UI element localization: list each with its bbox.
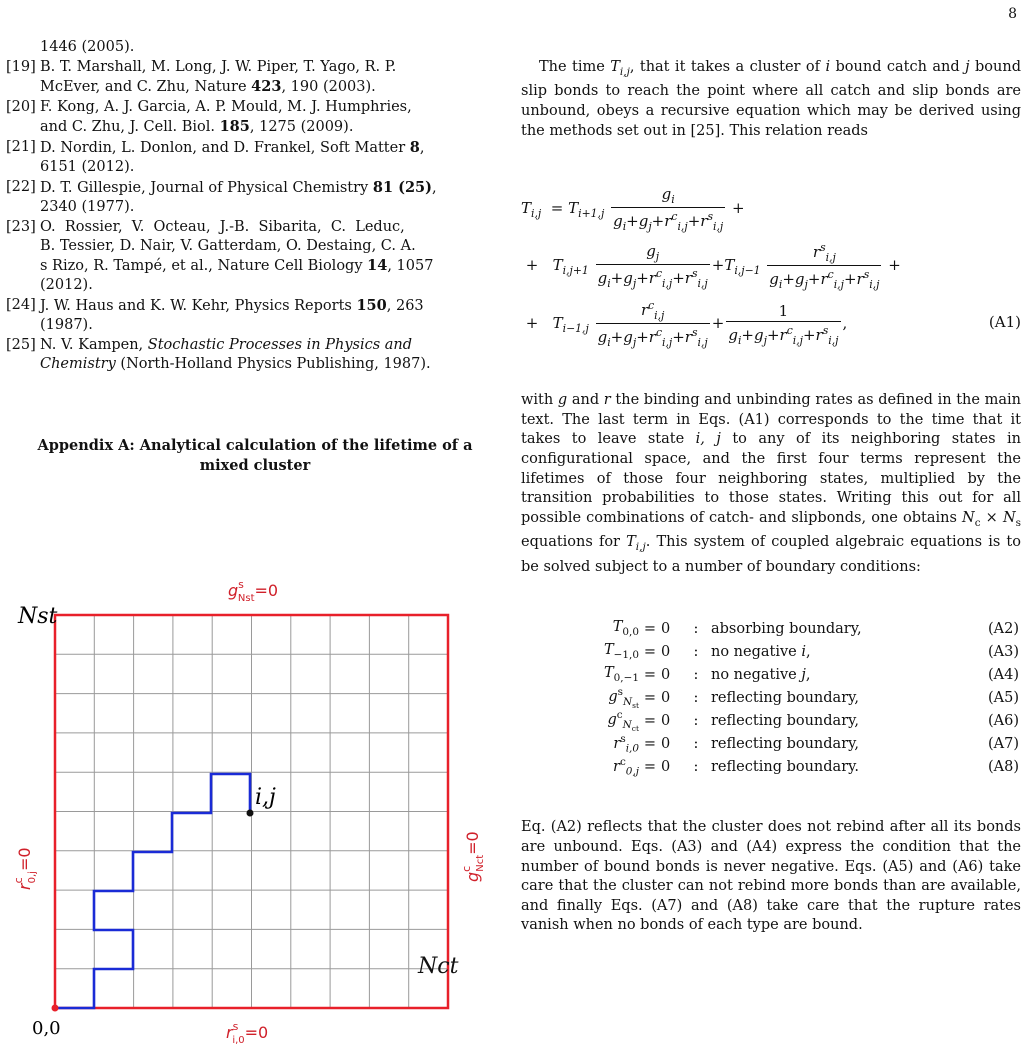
equation-a1 — [521, 185, 1021, 361]
origin-point — [52, 1005, 59, 1012]
reference-number: [22] — [6, 179, 36, 195]
boundary-condition-row: $g^c_{N_{ct}}$ = 0 : reflecting boundary, (A6) — [607, 709, 1019, 733]
reference-item — [0, 218, 510, 295]
right-boundary-label: $g^c$ Nct=0 — [460, 831, 486, 882]
x-axis-max-text: Nct — [418, 954, 459, 979]
reference-number: [20] — [6, 99, 36, 115]
reference-line: Chemistry (North-Holland Physics Publishing, 1987). — [40, 356, 431, 372]
reference-line: s Rizo, R. Tampé, et al., Nature Cell Biology 14, 1057 — [40, 257, 434, 274]
state-label: i,j — [255, 785, 276, 810]
reference-line: McEver, and C. Zhu, Nature 423, 190 (2003). — [40, 78, 376, 95]
boundary-condition-row: $r^c_{0,j}$ = 0 : reflecting boundary. (A8) — [613, 756, 1019, 778]
state-space-diagram — [0, 560, 510, 1046]
reference-item — [0, 58, 510, 97]
page-number: 8 — [1008, 6, 1017, 22]
boundary-condition-row: $T_{0,-1}$ = 0 : no negative j, (A4) — [603, 665, 1019, 685]
left-column — [0, 38, 510, 476]
reference-number: [21] — [6, 139, 36, 155]
bottom-boundary-label: $r^s$ i,0=0 — [226, 1020, 269, 1046]
state-point — [247, 810, 254, 817]
reference-item — [0, 336, 510, 374]
trajectory-path — [55, 774, 250, 1008]
top-boundary-label: $g^s$ Nst=0 — [228, 578, 279, 604]
boundary-condition-row: $T_{-1,0}$ = 0 : no negative i, (A3) — [603, 642, 1019, 662]
boundary-condition-row: $T_{0,0}$ = 0 : absorbing boundary, (A2) — [612, 619, 1019, 639]
reference-line: 2340 (1977). — [40, 199, 135, 215]
origin-label: 0,0 — [32, 1018, 61, 1039]
reference-line: B. Tessier, D. Nair, V. Gatterdam, O. Destaing, C. A. — [40, 238, 416, 254]
reference-line: F. Kong, A. J. Garcia, A. P. Mould, M. J. Humphries, — [40, 99, 412, 115]
reference-number: [23] — [6, 219, 36, 235]
intro-paragraph: The time $T_{i,j}$, that it takes a cluster of i bound catch and j bound slip bonds to reach the point where all catch and slip bonds are unbound, obeys a recursive equation which may be derived using the methods set out in [25]. This relation reads — [521, 59, 1021, 139]
explanation-paragraph: with g and r the binding and unbinding rates as defined in the main text. The last term in Eqs. (A1) corresponds to the time that it takes to leave state i, j to any of its neighboring states in configurational space, and the first four terms represent the lifetimes of those four neighboring states, multiplied by the transition probabilities to those states. Writing this out for all possible combinations of catch- and slipbonds, one obtains $N_c \times N_s$ equations for $T_{i,j}$. This system of coupled algebraic equations is to be solved subject to a number of boundary conditions: — [521, 392, 1022, 575]
right-column — [521, 58, 1021, 936]
reference-line: 6151 (2012). — [40, 159, 135, 175]
y-axis-max-label: Nst — [18, 604, 58, 629]
reference-item — [0, 98, 510, 137]
reference-line: (1987). — [40, 317, 93, 333]
reference-line: O. Rossier, V. Octeau, J.-B. Sibarita, C. Leduc, — [40, 219, 405, 235]
left-boundary-label: $r^c$ 0,j=0 — [12, 847, 38, 890]
equation-line-2: + $T_{i,j+1}$ $\frac{g_j}{g_i+g_j+r^c_{i,j}+r^s_{i,j}}$ $+T_{i,j-1}$ $\frac{r^s_{i,j}}{g_i+g_j+r^c_{i,j}+r^s_{i,j}}$ + — [521, 241, 901, 292]
boundary-conditions — [521, 617, 1021, 778]
state-space-figure — [0, 560, 510, 1046]
reference-line: D. Nordin, L. Donlon, and D. Frankel, Soft Matter 8, — [40, 139, 425, 156]
reference-line: B. T. Marshall, M. Long, J. W. Piper, T. Yago, R. P. — [40, 59, 397, 75]
reference-number: [24] — [6, 297, 36, 313]
reference-item — [0, 178, 510, 217]
reference-line: (2012). — [40, 277, 93, 293]
equation-line-1: $T_{i,j} = T_{i+1,j}$ $\frac{g_i}{g_i+g_j+r^c_{i,j}+r^s_{i,j}}$ + — [521, 185, 745, 234]
reference-number: [19] — [6, 59, 36, 75]
reference-line: N. V. Kampen, Stochastic Processes in Physics and — [40, 337, 413, 353]
reference-number: [25] — [6, 337, 36, 353]
equation-line-3: + $T_{i-1,j}$ $\frac{r^c_{i,j}}{g_i+g_j+r^c_{i,j}+r^s_{i,j}}$ + $\frac{1}{g_i+g_j+r^c_{i,j}+r^s_{i,j}}$ , (A1) — [521, 299, 1021, 350]
boundary-condition-row: $r^s_{i,0}$ = 0 : reflecting boundary, (A7) — [613, 733, 1019, 755]
reference-item — [0, 38, 510, 57]
reference-line: D. T. Gillespie, Journal of Physical Chemistry 81 (25), — [40, 179, 437, 196]
appendix-title: Appendix A: Analytical calculation of the lifetime of a mixed cluster — [37, 437, 473, 474]
reference-item — [0, 138, 510, 177]
references-list — [0, 38, 510, 374]
boundary-condition-row: $g^s_{N_{st}}$ = 0 : reflecting boundary, (A5) — [608, 686, 1019, 710]
reference-text: 1446 (2005). — [40, 39, 135, 55]
reference-item — [0, 296, 510, 335]
reference-line: J. W. Haus and K. W. Kehr, Physics Reports 150, 263 — [40, 297, 424, 314]
reference-line: and C. Zhu, J. Cell. Biol. 185, 1275 (2009). — [40, 118, 354, 135]
conclusion-paragraph: Eq. (A2) reflects that the cluster does not rebind after all its bonds are unbound. Eqs. (A3) and (A4) express the condition that the number of bound bonds is never negative. Eqs. (A5) and (A6) take care that the cluster can not rebind more bonds than are available, and finally Eqs. (A7) and (A8) take care that the rupture rates vanish when no bonds of each type are bound. — [521, 819, 1021, 934]
equation-number: (A1) — [988, 313, 1021, 332]
